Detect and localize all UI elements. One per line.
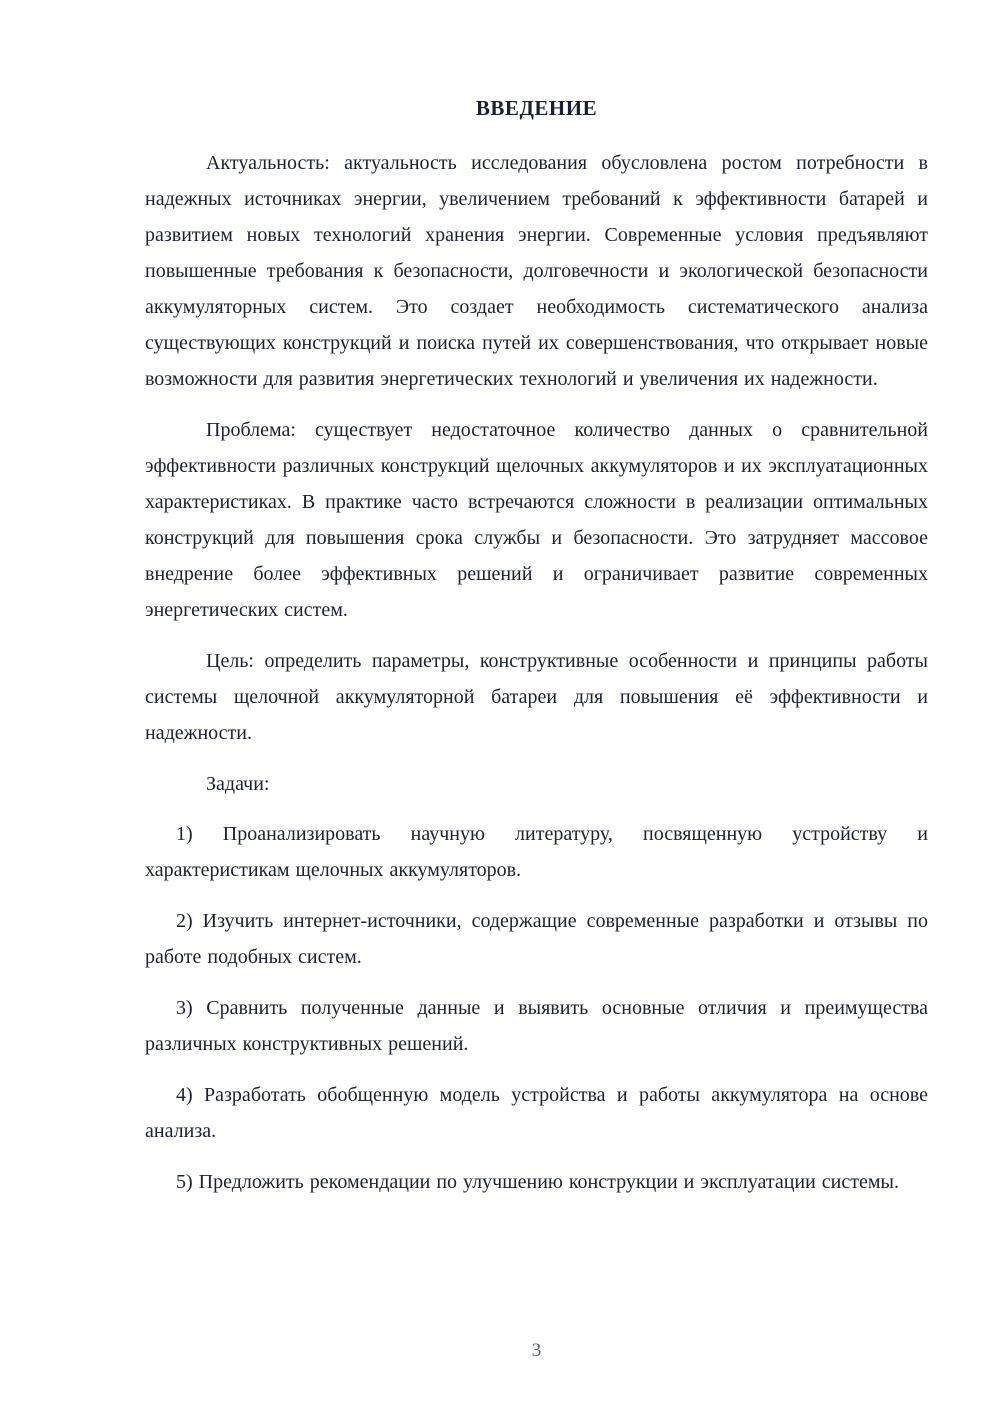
task-item-5: 5) Предложить рекомендации по улучшению конструкции и эксплуатации системы. [176, 1171, 899, 1193]
task-item-3: 3) Сравнить полученные данные и выявить основные отличия и преимущества различных конструктивных решений. [145, 997, 928, 1055]
tasks-heading: Задачи: [206, 773, 270, 795]
paragraph-relevance: Актуальность: актуальность исследования обусловлена ростом потребности в надежных источниках энергии, увеличением требований к эффективности батарей и развитием новых технологий хранения энергии. Современные условия предъявляют повышенные требования к безопасности, долговечности и экологической безопасности аккумуляторных систем. Это создает необходимость систематического анализа существующих конструкций и поиска путей их совершенствования, что открывает новые возможности для развития энергетических технологий и увеличения их надежности. [145, 152, 928, 390]
paragraph-goal: Цель: определить параметры, конструктивные особенности и принципы работы системы щелочной аккумуляторной батареи для повышения её эффективности и надежности. [145, 650, 928, 744]
page-number: 3 [531, 1340, 542, 1361]
task-item-4: 4) Разработать обобщенную модель устройства и работы аккумулятора на основе анализа. [145, 1084, 928, 1142]
paragraph-problem: Проблема: существует недостаточное количество данных о сравнительной эффективности различных конструкций щелочных аккумуляторов и их эксплуатационных характеристиках. В практике часто встречаются сложности в реализации оптимальных конструкций для повышения срока службы и безопасности. Это затрудняет массовое внедрение более эффективных решений и ограничивает развитие современных энергетических систем. [145, 419, 928, 621]
task-item-2: 2) Изучить интернет-источники, содержащие современные разработки и отзывы по работе подобных систем. [145, 910, 928, 968]
page-title: ВВЕДЕНИЕ [475, 96, 598, 120]
task-item-1: 1) Проанализировать научную литературу, посвященную устройству и характеристикам щелочных аккумуляторов. [145, 823, 928, 881]
